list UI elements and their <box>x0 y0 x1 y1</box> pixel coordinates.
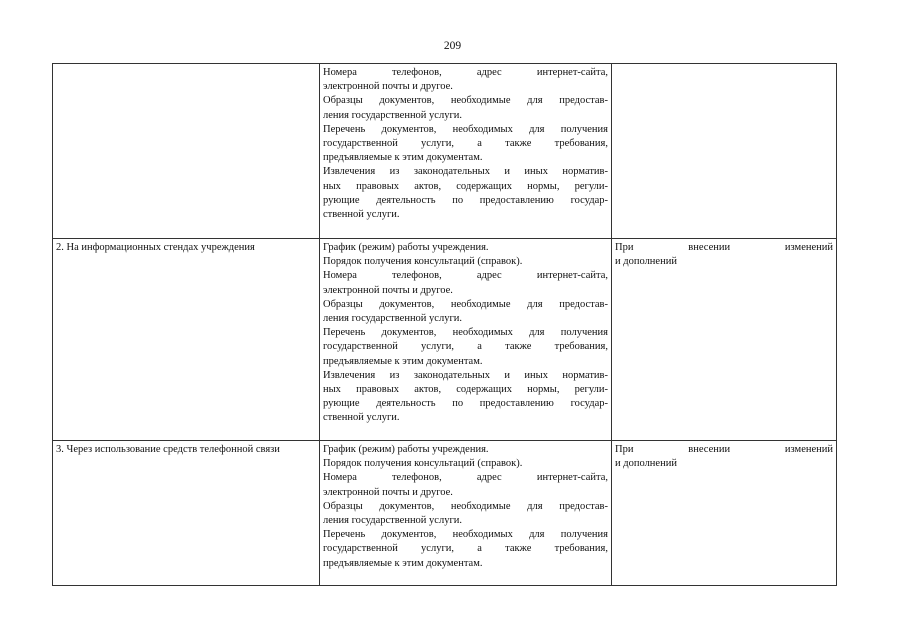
text-line: При внесении изменений <box>615 444 833 455</box>
page-number: 209 <box>443 40 462 52</box>
text-line: График (режим) работы учреждения. <box>323 242 489 253</box>
table-row <box>53 239 837 441</box>
text-line: государственной услуги, а также требования, <box>323 138 608 150</box>
update-cell <box>612 64 837 239</box>
method-text: 2. На информационных стендах учреждения <box>56 242 255 253</box>
method-cell <box>53 64 320 239</box>
text-line: электронной почты и другое. <box>323 81 453 93</box>
text-line: рующие деятельность по предоставлению государ- <box>323 398 608 410</box>
method-text: 3. Через использование средств телефонной связи <box>56 444 280 455</box>
text-line: электронной почты и другое. <box>323 284 453 296</box>
text-line: ления государственной услуги. <box>323 313 463 325</box>
update-cell <box>612 239 837 441</box>
text-line: предъявляемые к этим документам. <box>323 355 483 367</box>
method-cell <box>53 441 320 586</box>
text-line: Номера телефонов, адрес интернет-сайта, <box>323 472 608 484</box>
text-line: государственной услуги, а также требования, <box>323 543 608 555</box>
text-line: График (режим) работы учреждения. <box>323 444 489 455</box>
text-line: Порядок получения консультаций (справок). <box>323 256 523 268</box>
update-cell <box>612 441 837 586</box>
content-cell <box>320 239 612 441</box>
text-line: Перечень документов, необходимых для получения <box>323 327 608 339</box>
text-line: Образцы документов, необходимые для предостав- <box>323 500 608 512</box>
text-line: Образцы документов, необходимые для предостав- <box>323 298 608 310</box>
content-cell <box>320 64 612 239</box>
text-line: Извлечения из законодательных и иных норматив- <box>323 166 608 178</box>
text-line: ных правовых актов, содержащих нормы, регули- <box>323 384 608 396</box>
text-line: ных правовых актов, содержащих нормы, регули- <box>323 180 608 192</box>
text-line: государственной услуги, а также требования, <box>323 341 608 353</box>
text-line: Перечень документов, необходимых для получения <box>323 529 608 541</box>
text-line: предъявляемые к этим документам. <box>323 152 483 164</box>
text-line: ственной услуги. <box>323 209 400 221</box>
text-line: При внесении изменений <box>615 242 833 253</box>
text-line: предъявляемые к этим документам. <box>323 557 483 569</box>
text-line: Извлечения из законодательных и иных норматив- <box>323 369 608 381</box>
text-line: и дополнений <box>615 256 677 268</box>
information-methods-table <box>52 63 837 586</box>
text-line: рующие деятельность по предоставлению государ- <box>323 194 608 206</box>
text-line: ления государственной услуги. <box>323 515 463 527</box>
text-line: ственной услуги. <box>323 412 400 424</box>
text-line: и дополнений <box>615 458 677 470</box>
text-line: Номера телефонов, адрес интернет-сайта, <box>323 67 608 78</box>
text-line: Порядок получения консультаций (справок). <box>323 458 523 470</box>
table-row <box>53 441 837 586</box>
text-line: Номера телефонов, адрес интернет-сайта, <box>323 270 608 282</box>
text-line: электронной почты и другое. <box>323 486 453 498</box>
table-row <box>53 64 837 239</box>
text-line: ления государственной услуги. <box>323 109 463 121</box>
method-cell <box>53 239 320 441</box>
content-cell <box>320 441 612 586</box>
text-line: Перечень документов, необходимых для получения <box>323 123 608 135</box>
text-line: Образцы документов, необходимые для предостав- <box>323 95 608 107</box>
